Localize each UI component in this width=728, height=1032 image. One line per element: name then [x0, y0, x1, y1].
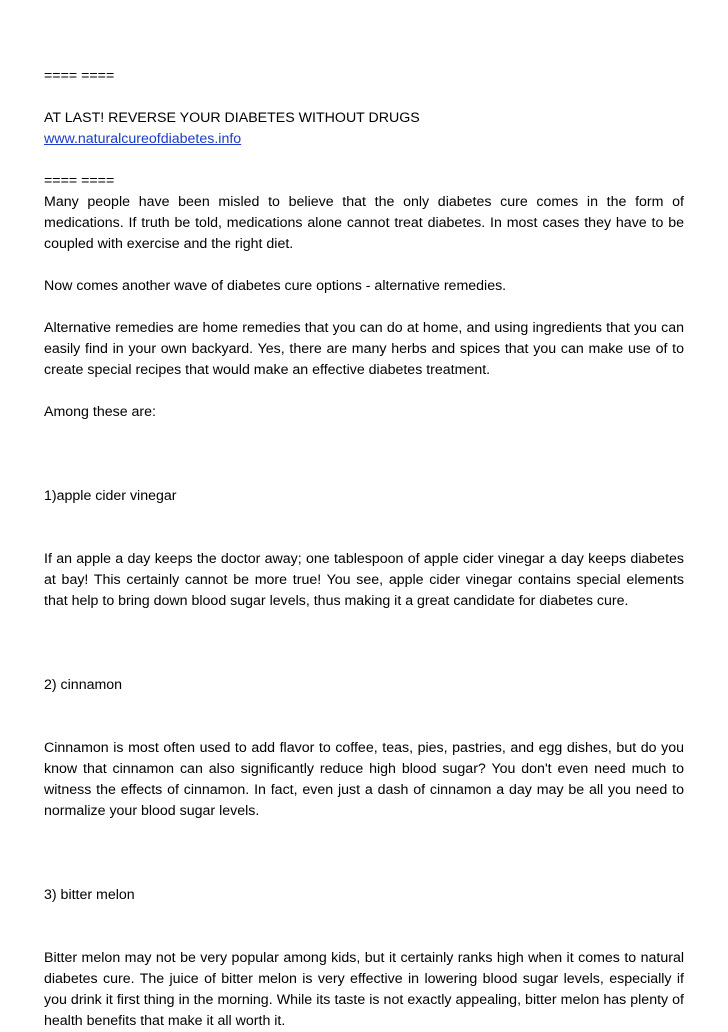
site-link[interactable]: www.naturalcureofdiabetes.info	[44, 131, 242, 147]
intro-paragraph-2: Now comes another wave of diabetes cure options - alternative remedies.	[44, 278, 507, 294]
headline: AT LAST! REVERSE YOUR DIABETES WITHOUT DRUGS	[44, 110, 420, 126]
section-body-cinnamon: Cinnamon is most often used to add flavor to coffee, teas, pies, pastries, and egg dishes, but do you know that cinnamon can also significantly reduce high blood sugar? You don't even need much to witness the effects of cinnamon. In fact, even just a dash of cinnamon a day may be all you need to normalize your blood sugar levels.	[44, 740, 684, 819]
section-heading-bitter-melon: 3) bitter melon	[44, 887, 135, 903]
section-heading-cinnamon: 2) cinnamon	[44, 677, 123, 693]
section-body-apple-cider-vinegar: If an apple a day keeps the doctor away; one tablespoon of apple cider vinegar a day keeps diabetes at bay! This certainly cannot be more true! You see, apple cider vinegar contains special elements that help to bring down blood sugar levels, thus making it a great candidate for diabetes cure.	[44, 551, 684, 609]
intro-paragraph-3: Alternative remedies are home remedies that you can do at home, and using ingredients that you can easily find in your own backyard. Yes, there are many herbs and spices that you can make use of to create special recipes that would make an effective diabetes treatment.	[44, 320, 684, 378]
intro-paragraph-1: Many people have been misled to believe that the only diabetes cure comes in the form of medications. If truth be told, medications alone cannot treat diabetes. In most cases they have to be coupled with exercise and the right diet.	[44, 194, 684, 252]
section-body-bitter-melon: Bitter melon may not be very popular among kids, but it certainly ranks high when it comes to natural diabetes cure. The juice of bitter melon is very effective in lowering blood sugar levels, especially if you drink it first thing in the morning. While its taste is not exactly appealing, bitter melon has plenty of health benefits that make it all worth it.	[44, 950, 684, 1029]
document-page	[44, 66, 684, 1032]
intro-paragraph-4: Among these are:	[44, 404, 156, 420]
divider-top: ==== ====	[44, 68, 115, 84]
section-heading-apple-cider-vinegar: 1)apple cider vinegar	[44, 488, 177, 504]
divider-bottom: ==== ====	[44, 173, 115, 189]
